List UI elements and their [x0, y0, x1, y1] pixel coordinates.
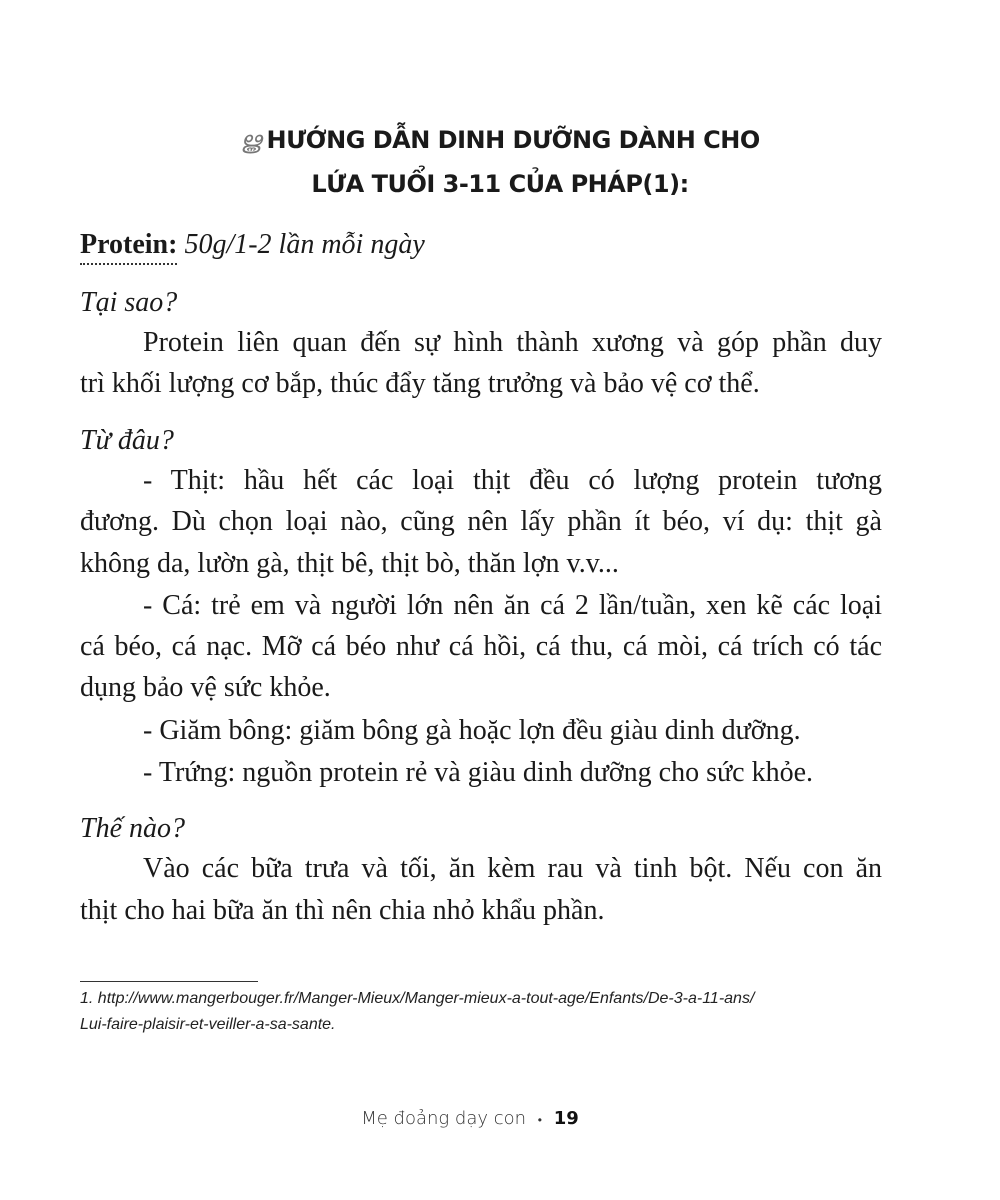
footnote-line: Lui-faire-plaisir-et-veiller-a-sa-sante. [80, 1016, 336, 1033]
page-footer [0, 1108, 940, 1129]
where-line: dụng bảo vệ sức khỏe. [80, 672, 331, 703]
where-line: - Giăm bông: giăm bông gà hoặc lợn đều giàu dinh dưỡng. [143, 715, 801, 746]
where-line: cá béo, cá nạc. Mỡ cá béo như cá hồi, cá thu, cá mòi, cá trích có tác [80, 631, 882, 662]
where-line: không da, lườn gà, thịt bê, thịt bò, thăn lợn v.v... [80, 548, 619, 579]
protein-line [80, 228, 882, 262]
where-line: - Thịt: hầu hết các loại thịt đều có lượng protein tương [143, 465, 882, 496]
where-line: - Trứng: nguồn protein rẻ và giàu dinh dưỡng cho sức khỏe. [143, 757, 814, 788]
footer-separator: • [537, 1113, 542, 1127]
how-label: Thế nào? [80, 813, 185, 844]
footnote-line: 1. http://www.mangerbouger.fr/Manger-Mieux/Manger-mieux-a-tout-age/Enfants/De-3-a-11-ans/ [80, 990, 755, 1007]
why-label: Tại sao? [80, 287, 178, 318]
ribbon-icon: ൠ [240, 126, 261, 154]
where-label: Từ đâu? [80, 425, 174, 456]
protein-label: Protein: [80, 229, 177, 265]
why-line: trì khối lượng cơ bắp, thúc đẩy tăng trưởng và bảo vệ cơ thể. [80, 368, 760, 399]
heading-line-1: ൠ HƯỚNG DẪN DINH DƯỠNG DÀNH CHO [240, 126, 760, 154]
footnote-divider [80, 981, 258, 982]
heading-line-2: LỨA TUỔI 3-11 CỦA PHÁP(1): [311, 170, 689, 198]
why-line: Protein liên quan đến sự hình thành xương và góp phần duy [143, 327, 882, 358]
where-line: đương. Dù chọn loại nào, cũng nên lấy phần ít béo, ví dụ: thịt gà [80, 506, 882, 537]
book-title: Mẹ đoảng dạy con [361, 1108, 527, 1129]
how-line: thịt cho hai bữa ăn thì nên chia nhỏ khẩu phần. [80, 895, 605, 926]
where-line: - Cá: trẻ em và người lớn nên ăn cá 2 lần/tuần, xen kẽ các loại [143, 590, 882, 621]
protein-value: 50g/1-2 lần mỗi ngày [184, 229, 425, 260]
page-number: 19 [553, 1108, 579, 1129]
how-line: Vào các bữa trưa và tối, ăn kèm rau và tinh bột. Nếu con ăn [143, 853, 882, 884]
